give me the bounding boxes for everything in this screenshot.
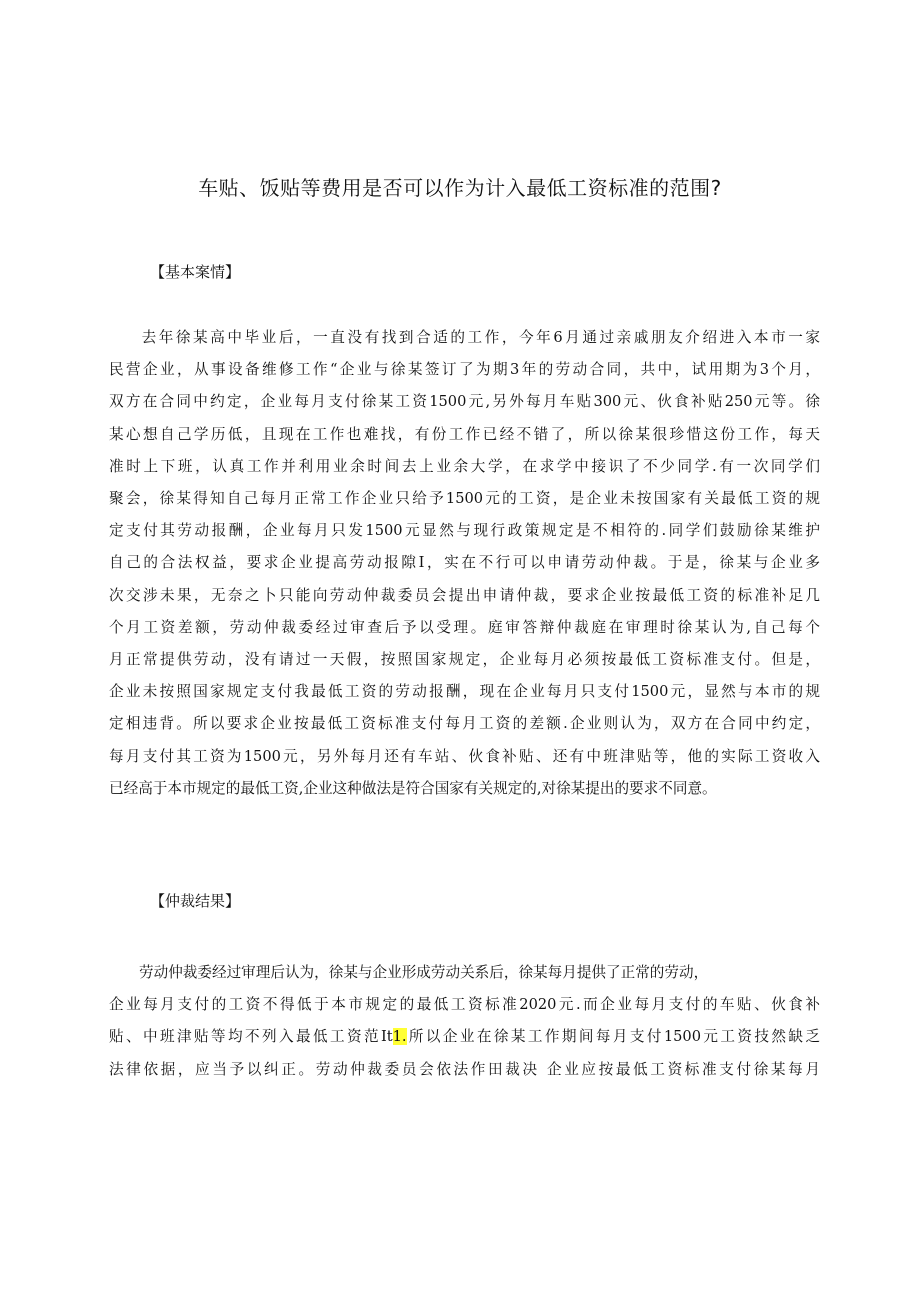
case-line: 民营企业，从事设备维修工作“企业与徐某签订了为期3年的劳动合同，共中，试用期为3个月，: [109, 361, 820, 379]
case-line: 次交涉未果，无奈之卜只能向劳动仲裁委员会提出申请仲裁，要求企业按最低工资的标准补足几: [109, 586, 820, 604]
case-line: 某心想自己学历低，且现在工作也难找，有份工作已经不错了，所以徐某很珍惜这份工作，每天: [109, 425, 820, 443]
case-line: 每月支付其工资为1500元，另外每月还有车站、伙食补贴、还有中班津贴等，他的实际工资收入: [109, 747, 820, 765]
case-line: 定相违背。所以要求企业按最低工资标准支付每月工资的差额.企业则认为，双方在合同中约定，: [109, 715, 820, 733]
case-heading: 【基本案情】: [150, 263, 241, 281]
result-heading: 【仲裁结果】: [150, 892, 241, 910]
document-title: 车贴、饭贴等费用是否可以作为计入最低工资标准的范围?: [198, 176, 722, 200]
case-paragraph: [109, 322, 820, 805]
case-line: 个月工资差额，劳动仲裁委经过审查后予以受理。庭审答辩仲裁庭在审理时徐某认为,自己每个: [109, 618, 820, 636]
case-line: 企业未按照国家规定支付我最低工资的劳动报酬，现在企业每月只支付1500元，显然与本市的规: [109, 683, 820, 701]
case-line: 定支付其劳动报酬，企业每月只发1500元显然与现行政策规定是不相符的.同学们鼓励徐某维护: [109, 522, 820, 540]
case-line: 聚会，徐某得知自己每月正常工作企业只给予1500元的工资，是企业未按国家有关最低工资的规: [109, 490, 820, 508]
case-line: 准时上下班，认真工作并利用业余时间去上业余大学，在求学中接识了不少同学.有一次同学们: [109, 457, 820, 475]
case-line: 月正常提供劳动，没有请过一天假，按照国家规定，企业每月必须按最低工资标准支付。但是，: [109, 651, 820, 669]
result-line: 劳动仲裁委经过审理后认为，徐某与企业形成劳动关系后，徐某每月提供了正常的劳动，: [139, 964, 709, 981]
case-line: 已经高于本市规定的最低工资,企业这种做法是符合国家有关规定的,对徐某提出的要求不同意。: [109, 779, 717, 797]
case-line: 去年徐某高中毕业后，一直没有找到合适的工作，今年6月通过亲戚朋友介绍进入本市一家: [139, 329, 820, 346]
result-paragraph: [109, 957, 820, 1086]
result-line: 贴、中班津贴等均不列入最低工资范It1.所以企业在徐某工作期间每月支付1500元工资技然缺乏: [109, 1028, 820, 1046]
case-line: 自己的合法权益，要求企业提高劳动报隙I，实在不行可以申请劳动仲裁。于是，徐某与企业多: [109, 554, 820, 572]
case-line: 双方在合同中约定，企业每月支付徐某工资1500元,另外每月车贴300元、伙食补贴250元等。徐: [109, 393, 820, 411]
result-line: 企业每月支付的工资不得低于本市规定的最低工资标准2020元.而企业每月支付的车贴、伙食补: [109, 996, 820, 1014]
highlighted-text: 1.: [392, 1028, 407, 1046]
result-line: 法律依据，应当予以纠正。劳动仲裁委员会依法作田裁决 企业应按最低工资标准支付徐某每月: [109, 1060, 820, 1078]
